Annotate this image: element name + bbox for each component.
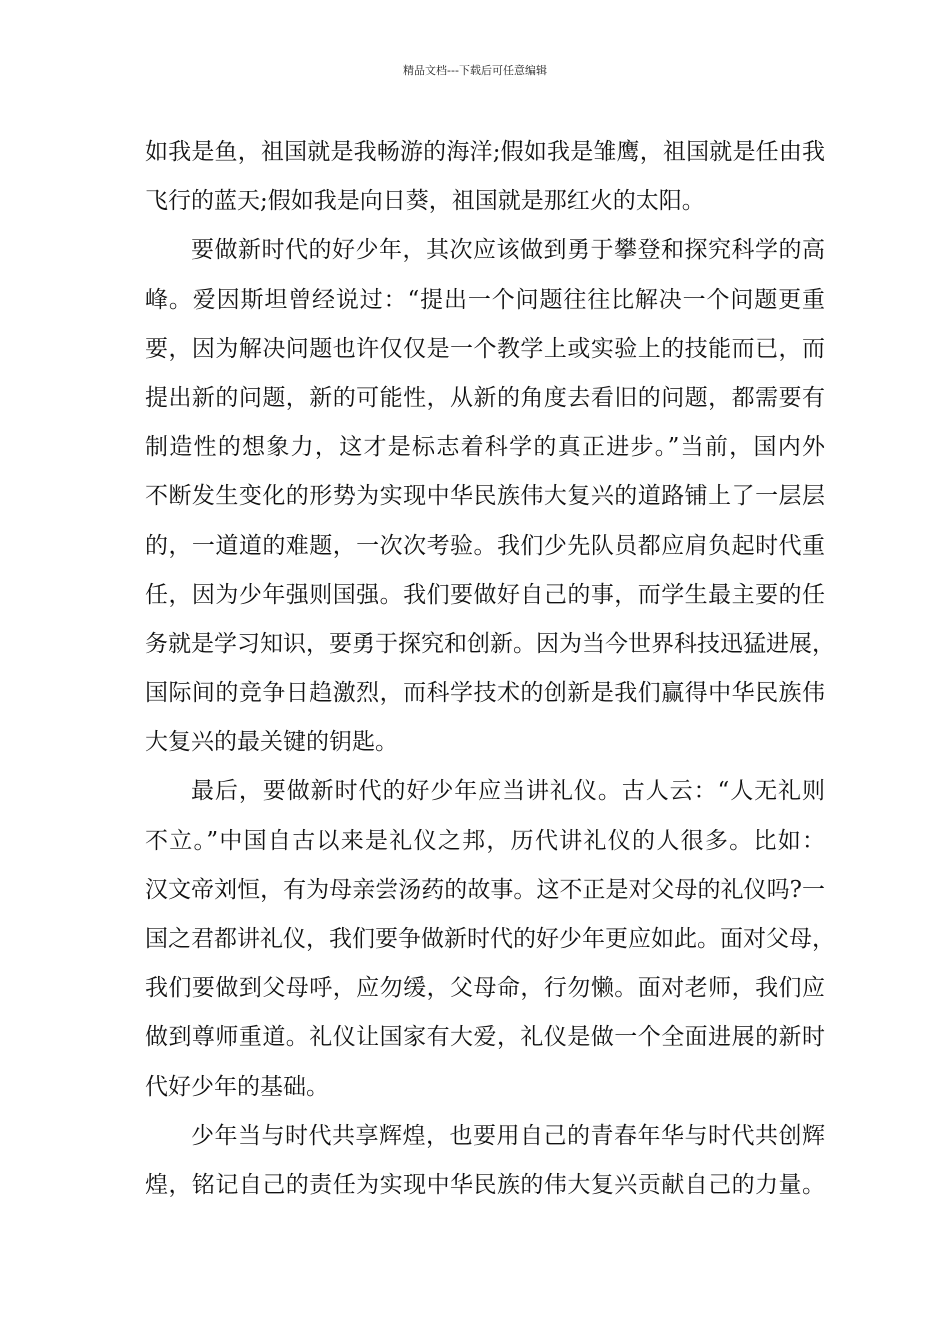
text-line: 大复兴的最关键的钥匙。 [145, 729, 398, 756]
text-line: 飞行的蓝天;假如我是向日葵，祖国就是那红火的太阳。 [145, 188, 705, 215]
text-line: 不断发生变化的形势为实现中华民族伟大复兴的道路铺上了一层层 [145, 483, 825, 510]
paragraph-start-line: 少年当与时代共享辉煌，也要用自己的青春年华与时代共创辉 [191, 1122, 825, 1149]
text-line: 的，一道道的难题，一次次考验。我们少先队员都应肩负起时代重 [145, 532, 825, 559]
text-line: 任，因为少年强则国强。我们要做好自己的事，而学生最主要的任 [145, 581, 825, 608]
text-line: 不立。”中国自古以来是礼仪之邦，历代讲礼仪的人很多。比如： [145, 827, 825, 854]
text-line: 制造性的想象力，这才是标志着科学的真正进步。”当前，国内外 [145, 434, 825, 461]
paragraph-start-line: 要做新时代的好少年，其次应该做到勇于攀登和探究科学的高 [191, 237, 825, 264]
paragraph-start-line: 最后，要做新时代的好少年应当讲礼仪。古人云：“人无礼则 [191, 778, 825, 805]
text-line: 做到尊师重道。礼仪让国家有大爱，礼仪是做一个全面进展的新时 [145, 1024, 825, 1051]
text-line: 提出新的问题，新的可能性，从新的角度去看旧的问题，都需要有 [145, 384, 825, 411]
document-body [145, 133, 835, 1215]
text-line: 汉文帝刘恒，有为母亲尝汤药的故事。这不正是对父母的礼仪吗?一 [145, 876, 825, 903]
page-header: 精品文档---下载后可任意编辑 [403, 64, 547, 77]
text-line: 务就是学习知识，要勇于探究和创新。因为当今世界科技迅猛进展， [145, 630, 835, 657]
text-line: 代好少年的基础。 [145, 1073, 329, 1100]
text-line: 要，因为解决问题也许仅仅是一个教学上或实验上的技能而已，而 [145, 335, 825, 362]
text-line: 如我是鱼，祖国就是我畅游的海洋;假如我是雏鹰，祖国就是任由我 [145, 139, 825, 165]
text-line: 我们要做到父母呼，应勿缓，父母命，行勿懒。面对老师，我们应 [145, 975, 825, 1002]
text-line: 国际间的竞争日趋激烈，而科学技术的创新是我们赢得中华民族伟 [145, 680, 825, 707]
text-line: 国之君都讲礼仪，我们要争做新时代的好少年更应如此。面对父母， [145, 926, 835, 952]
text-line: 峰。爱因斯坦曾经说过：“提出一个问题往往比解决一个问题更重 [145, 286, 825, 313]
text-line: 煌，铭记自己的责任为实现中华民族的伟大复兴贡献自己的力量。 [145, 1171, 825, 1198]
